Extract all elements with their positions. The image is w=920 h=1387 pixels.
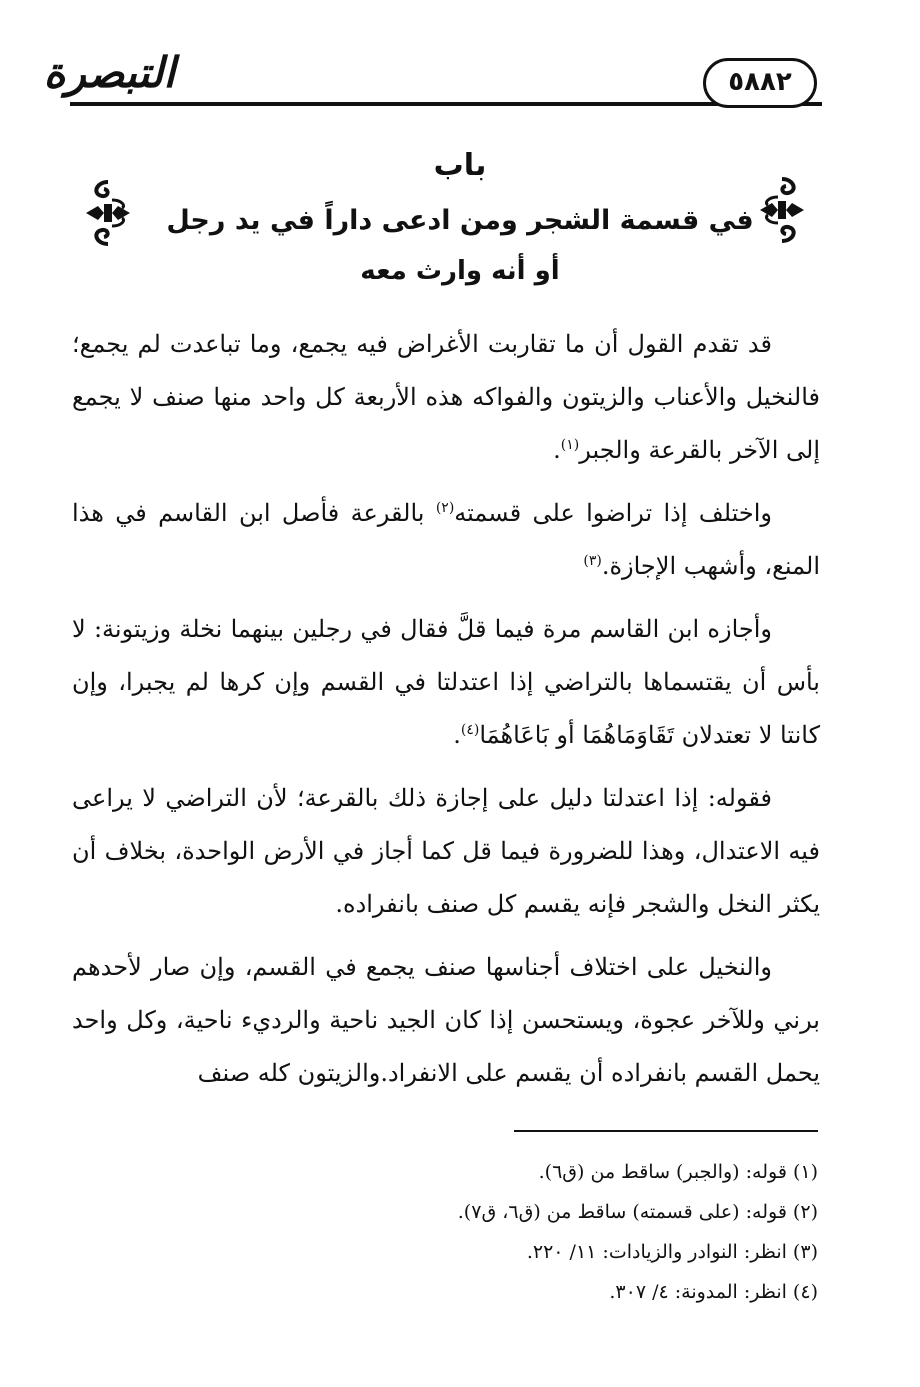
chapter-title-line-1: في قسمة الشجر ومن ادعى داراً في يد رجل bbox=[166, 205, 754, 236]
header-rule bbox=[70, 102, 822, 106]
paragraph bbox=[72, 772, 820, 931]
paragraph-tail: . bbox=[553, 436, 561, 464]
right-ornament-icon bbox=[756, 175, 808, 245]
footnote-ref: (٤) bbox=[460, 722, 480, 738]
book-title: التبصرة bbox=[43, 48, 175, 97]
page-number: ٥٨٨٢ bbox=[703, 58, 817, 108]
footnote-ref: (٣) bbox=[583, 553, 602, 569]
footnote-ref: (١) bbox=[560, 437, 580, 453]
paragraph-tail: . bbox=[453, 721, 461, 749]
paragraph-text: فقوله: إذا اعتدلتا دليل على إجازة ذلك بالقرعة؛ لأن التراضي لا يراعى فيه الاعتدال، وهذا للضرورة فيما قل كما أجاز في الأرض الواحدة، بخلاف أن يكثر النخل والشجر فإنه يقسم كل صنف بانفراده. bbox=[72, 784, 820, 918]
paragraph-text: واختلف إذا تراضوا على قسمته bbox=[454, 499, 772, 527]
footnotes bbox=[200, 1152, 818, 1312]
paragraph bbox=[72, 603, 820, 762]
paragraph bbox=[72, 941, 820, 1100]
footnote: (٣) انظر: النوادر والزيادات: ١١/ ٢٢٠. bbox=[526, 1241, 818, 1263]
paragraph-text: والنخيل على اختلاف أجناسها صنف يجمع في القسم، وإن صار لأحدهم برني وللآخر عجوة، ويستحسن إذا كان الجيد ناحية والرديء ناحية، وكل واحد يحمل القسم بانفراده أن يقسم على الانفراد.والزيتون كله صنف bbox=[72, 953, 820, 1087]
paragraph bbox=[72, 487, 820, 593]
paragraph-tail: بالقرعة فأصل ابن القاسم في هذا المنع، وأشهب الإجازة. bbox=[72, 499, 820, 580]
footnote-separator bbox=[514, 1130, 818, 1132]
paragraph bbox=[72, 318, 820, 477]
footnote: (٢) قوله: (على قسمته) ساقط من (ق٦، ق٧). bbox=[457, 1201, 818, 1223]
chapter-label: باب bbox=[433, 148, 487, 183]
chapter-title-line-2: أو أنه وارث معه bbox=[360, 256, 560, 286]
left-ornament-icon bbox=[82, 178, 134, 248]
footnote: (١) قوله: (والجبر) ساقط من (ق٦). bbox=[538, 1161, 818, 1183]
body-text bbox=[72, 318, 820, 1110]
paragraph-text: وأجازه ابن القاسم مرة فيما قلَّ فقال في رجلين بينهما نخلة وزيتونة: لا بأس أن يقتسماها بالتراضي إذا اعتدلتا في القسم وإن كرها لم يجبرا، وإن كانتا لا تعتدلان تَقَاوَمَاهُمَا أو بَاعَاهُمَا bbox=[72, 615, 820, 749]
footnote-ref: (٢) bbox=[435, 500, 455, 516]
paragraph-text: قد تقدم القول أن ما تقاربت الأغراض فيه يجمع، وما تباعدت لم يجمع؛ فالنخيل والأعناب والزيتون والفواكه هذه الأربعة كل واحد منها صنف لا يجمع إلى الآخر بالقرعة والجبر bbox=[72, 330, 820, 464]
footnote: (٤) انظر: المدونة: ٤/ ٣٠٧. bbox=[609, 1281, 818, 1303]
